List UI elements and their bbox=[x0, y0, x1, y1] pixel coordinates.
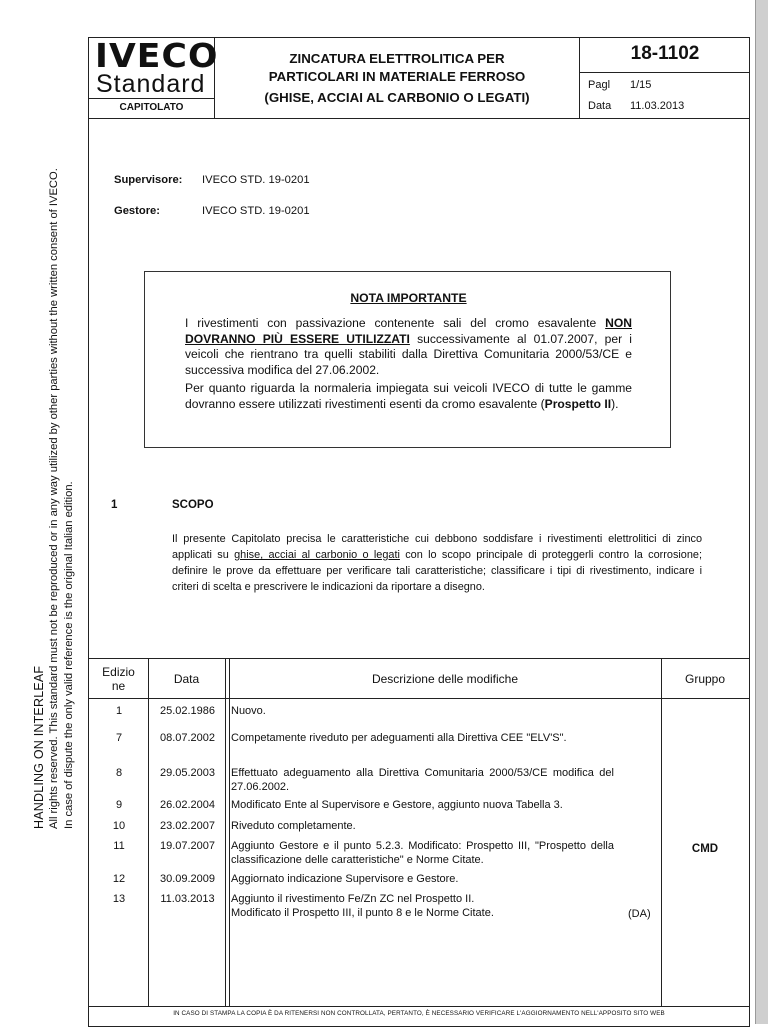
col-header-edition: Edizione bbox=[102, 664, 135, 693]
doc-type: CAPITOLATO bbox=[119, 102, 184, 113]
footer-notice: IN CASO DI STAMPA LA COPIA È DA RITENERSI NON CONTROLLATA, PERTANTO, È NECESSARIO VERIFICARE L'AGGIORNAMENTO NELL'APPOSITO SITO WEB bbox=[89, 1006, 749, 1017]
row-edition: 11 bbox=[113, 840, 125, 852]
page-label: Pagl bbox=[588, 79, 611, 91]
scope-paragraph: Il presente Capitolato precisa le caratteristiche cui debbono soddisfare i rivestimenti elettrolitici di zinco applicati su ghise, acciai al carbonio o legati con lo scopo principale di proteggerli contro la corrosione; definire le prove da effettuare per verificare tali caratteristiche; classificare i tipi di rivestimento, indicare i criteri di scelta e prescrivere le indicazioni da riportare a disegno. bbox=[172, 533, 703, 593]
important-notice-box bbox=[144, 271, 671, 448]
notice-paragraph-1: I rivestimenti con passivazione contenente sali del cromo esavalente NON DOVRANNO PIÙ ESSERE UTILIZZATI successivamente al 01.07.2007, per i veicoli che rientrano tra quelli stabiliti dalla Direttiva Comunitaria 2000/53/CE e successiva modifica del 27.06.2002. bbox=[185, 316, 632, 377]
row-description: Competamente riveduto per adeguamenti alla Direttiva CEE "ELV'S". bbox=[231, 732, 567, 744]
margin-rights: All rights reserved. This standard must not be reproduced or in any way utilized by other parties without the written consent of IVECO. bbox=[48, 168, 60, 829]
row-edition: 1 bbox=[115, 705, 123, 717]
iveco-logo-block bbox=[89, 36, 219, 118]
date-label: Data bbox=[588, 100, 612, 112]
col-header-date: Data bbox=[173, 671, 200, 686]
column-divider bbox=[661, 659, 662, 1007]
header-divider bbox=[89, 698, 749, 699]
row-date: 30.09.2009 bbox=[159, 873, 216, 885]
row-date: 11.03.2013 bbox=[160, 893, 215, 905]
row-initials: (DA) bbox=[628, 908, 651, 920]
row-description: Aggiunto Gestore e il punto 5.2.3. Modificato: Prospetto III, "Prospetto della classificazione delle caratteristiche" e Norme Citate. bbox=[231, 840, 614, 866]
margin-handling: HANDLING ON INTERLEAF bbox=[32, 665, 46, 829]
section-number: 1 bbox=[111, 499, 118, 511]
divider bbox=[89, 98, 214, 99]
col-header-group: Gruppo bbox=[684, 671, 726, 686]
row-edition: 7 bbox=[115, 732, 123, 744]
row-description: Modificato Ente al Supervisore e Gestore, aggiunto nuova Tabella 3. bbox=[231, 799, 563, 811]
row-edition: 8 bbox=[115, 767, 123, 779]
row-edition: 13 bbox=[112, 893, 126, 905]
row-description: Aggiunto il rivestimento Fe/Zn ZC nel Prospetto II. Modificato il Prospetto III, il punto 8 e le Norme Citate. bbox=[231, 893, 494, 919]
notice-title: NOTA IMPORTANTE bbox=[350, 291, 467, 305]
row-date: 08.07.2002 bbox=[159, 732, 216, 744]
section-title: SCOPO bbox=[172, 499, 214, 511]
row-date: 29.05.2003 bbox=[159, 767, 216, 779]
row-description: Riveduto completamente. bbox=[231, 820, 356, 832]
col-header-description: Descrizione delle modifiche bbox=[371, 671, 519, 686]
supervisor-label: Supervisore: bbox=[114, 174, 183, 186]
standard-number: 18-1102 bbox=[630, 43, 700, 64]
row-edition: 9 bbox=[115, 799, 123, 811]
group-value: CMD bbox=[691, 843, 719, 855]
title-line-3: (GHISE, ACCIAI AL CARBONIO O LEGATI) bbox=[264, 90, 530, 105]
notice-prospetto-ref: Prospetto II bbox=[544, 396, 612, 411]
column-divider bbox=[229, 659, 230, 1007]
page-number: 1/15 bbox=[630, 79, 652, 91]
standard-label: Standard bbox=[96, 70, 206, 98]
row-edition: 10 bbox=[112, 820, 126, 832]
supervisor-value: IVECO STD. 19-0201 bbox=[202, 174, 310, 186]
row-description: Aggiornato indicazione Supervisore e Gestore. bbox=[231, 873, 459, 885]
divider bbox=[580, 72, 750, 73]
margin-dispute: In case of dispute the only valid reference is the original Italian edition. bbox=[63, 481, 75, 829]
notice-emphasis: NON DOVRANNO PIÙ ESSERE UTILIZZATI bbox=[185, 316, 632, 346]
manager-label: Gestore: bbox=[114, 205, 161, 217]
row-description: Nuovo. bbox=[231, 705, 266, 717]
document-title bbox=[215, 50, 579, 107]
notice-paragraph-2: Per quanto riguarda la normaleria impiegata sui veicoli IVECO di tutte le gamme dovranno essere utilizzati rivestimenti esenti da cromo esavalente (Prospetto II). bbox=[185, 381, 632, 411]
document-header bbox=[89, 38, 749, 119]
row-description: Effettuato adeguamento alla Direttiva Comunitaria 2000/53/CE modifica del 27.06.2002. bbox=[231, 767, 614, 793]
row-date: 19.07.2007 bbox=[159, 840, 216, 852]
row-date: 26.02.2004 bbox=[159, 799, 216, 811]
row-date: 25.02.1986 bbox=[159, 705, 216, 717]
issue-date: 11.03.2013 bbox=[630, 100, 685, 112]
title-line-1: ZINCATURA ELETTROLITICA PER bbox=[289, 51, 505, 66]
row-edition: 12 bbox=[112, 873, 126, 885]
doc-meta bbox=[579, 38, 750, 118]
row-date: 23.02.2007 bbox=[159, 820, 216, 832]
brand-logo: IVECO bbox=[95, 36, 219, 75]
changes-table bbox=[89, 658, 749, 1007]
title-line-2: PARTICOLARI IN MATERIALE FERROSO bbox=[268, 68, 526, 84]
scan-edge bbox=[755, 0, 768, 1024]
scope-materials: ghise, acciai al carbonio o legati bbox=[234, 549, 400, 561]
manager-value: IVECO STD. 19-0201 bbox=[202, 205, 310, 217]
document-page bbox=[88, 37, 750, 1027]
